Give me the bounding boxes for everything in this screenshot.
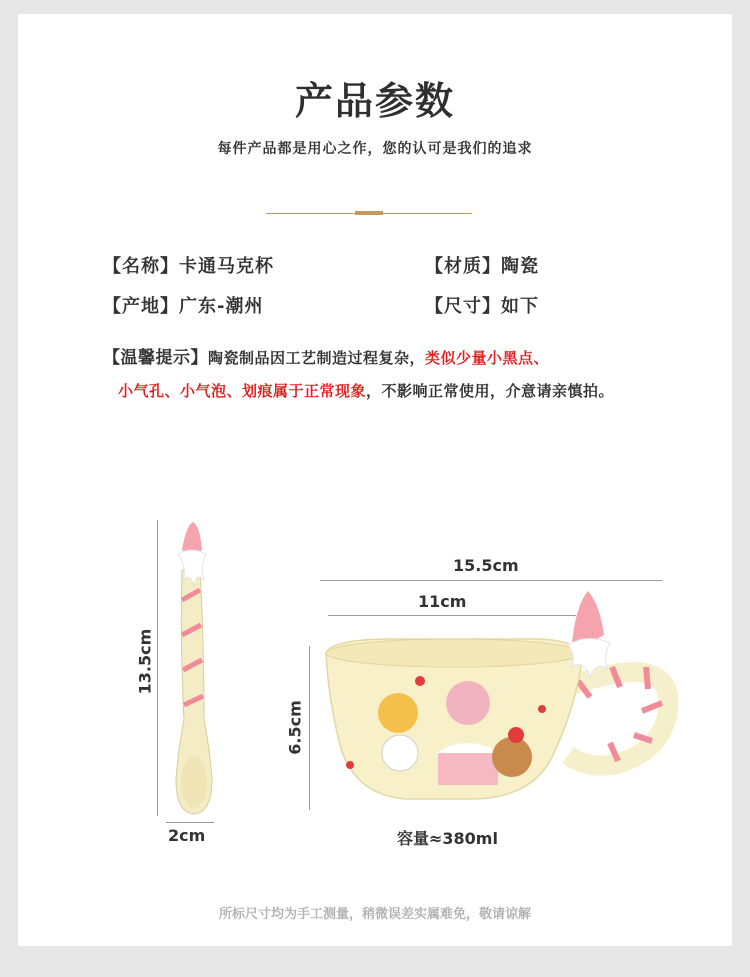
cup-total-width-label: 15.5cm (453, 556, 519, 575)
cup-image (320, 585, 680, 815)
notice-line-1 (103, 343, 549, 368)
spoon-length-line (157, 520, 158, 816)
cup-height-line (309, 646, 310, 810)
spec-size: 【尺寸】如下 (425, 296, 539, 317)
notice-warning: 类似少量小黑点、 (425, 349, 550, 367)
spec-material: 【材质】陶瓷 (425, 256, 539, 277)
title-divider-accent (355, 211, 383, 215)
spoon-length-label: 13.5cm (135, 628, 155, 695)
spec-origin: 【产地】广东-潮州 (103, 296, 264, 317)
spoon-image (160, 520, 230, 820)
page-title: 产品参数 (294, 79, 455, 123)
cup-height-label: 6.5cm (285, 700, 305, 755)
footer-note: 所标尺寸均为手工测量，稍微误差实属难免，敬请谅解 (218, 907, 531, 922)
cup-total-width-line (320, 580, 662, 581)
spec-name: 【名称】卡通马克杯 (103, 256, 274, 277)
notice-label: 【温馨提示】 (103, 348, 208, 368)
notice-text: 陶瓷制品因工艺制造过程复杂， (208, 349, 426, 367)
spoon-width-label: 2cm (168, 826, 206, 845)
notice-line-2 (118, 380, 614, 401)
page-subtitle: 每件产品都是用心之作，您的认可是我们的追求 (217, 141, 533, 157)
notice-text-continued: ，不影响正常使用，介意请亲慎拍。 (366, 382, 615, 400)
cup-body-width-label: 11cm (418, 592, 467, 611)
capacity-label: 容量≈380ml (397, 829, 498, 848)
spoon-width-line (166, 822, 214, 823)
notice-warning-continued: 小气孔、小气泡、划痕属于正常现象 (118, 382, 367, 400)
